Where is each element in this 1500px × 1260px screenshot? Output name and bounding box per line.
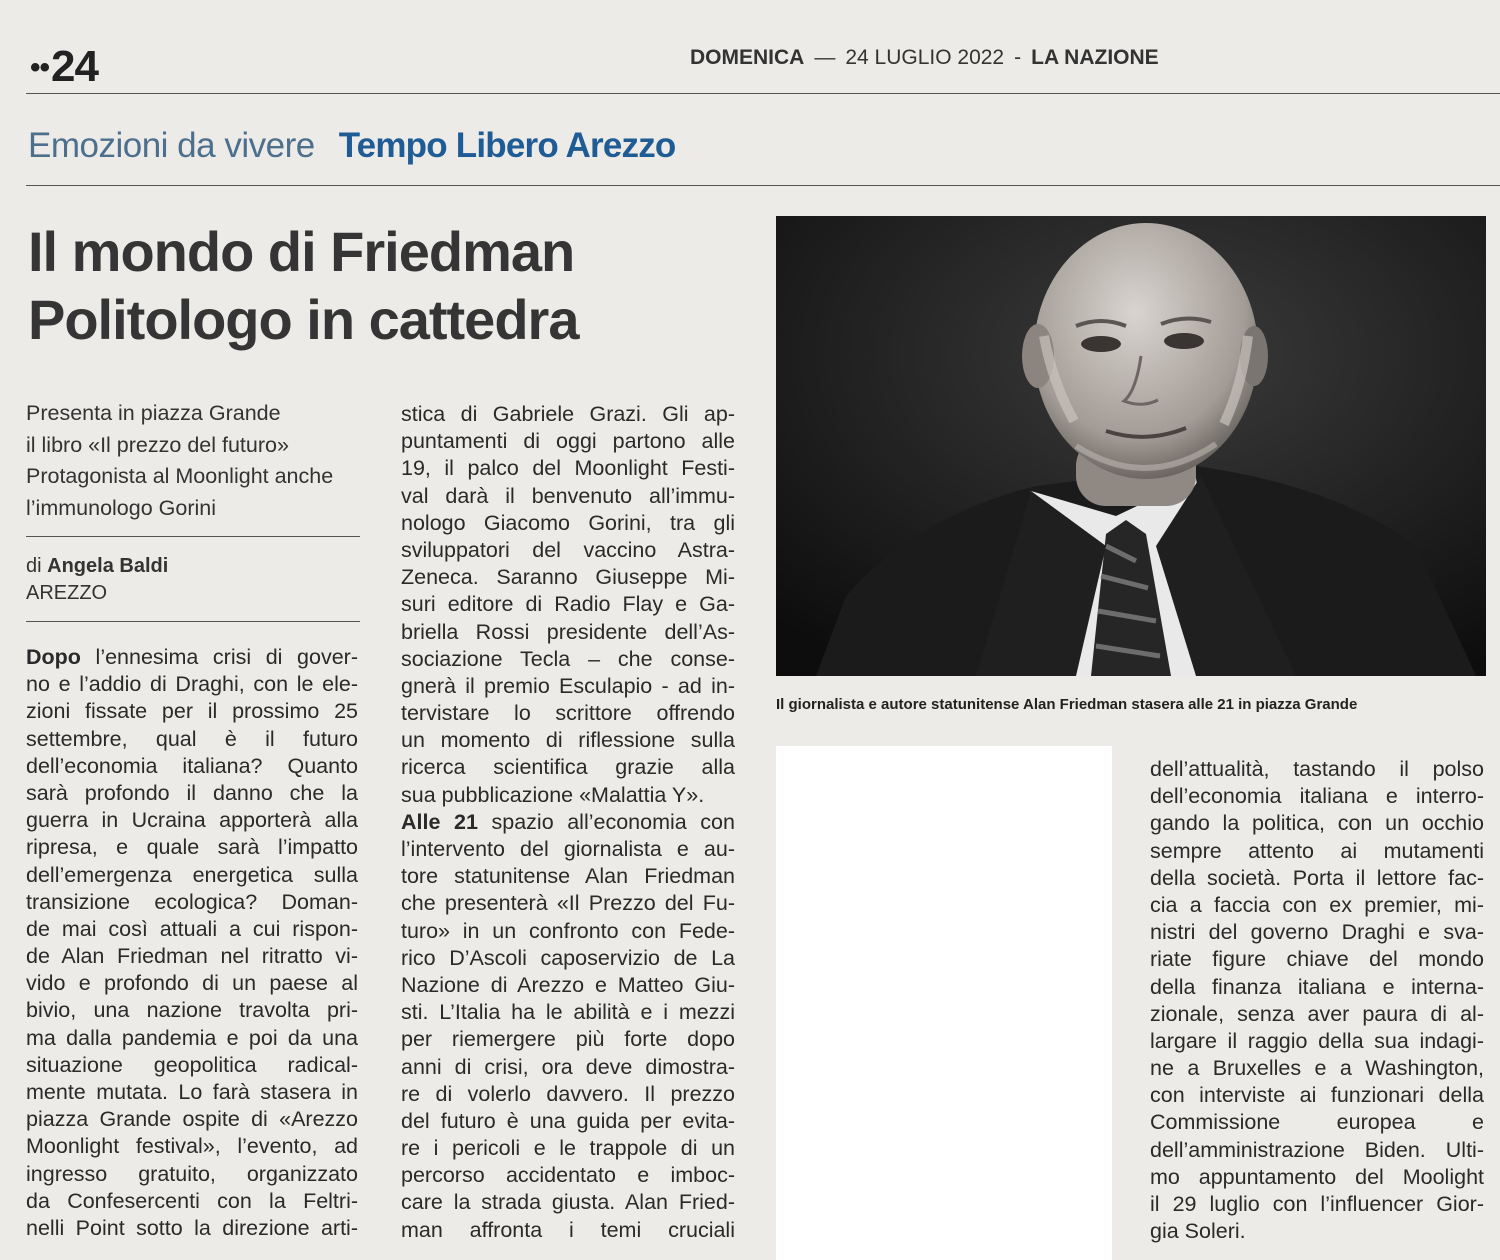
text-line: Alle 21 spazio all’economia con	[401, 809, 735, 834]
text-line: l’intervento del giornalista e au-	[401, 837, 735, 861]
text-line: rico D’Ascoli caposervizio de La	[401, 945, 735, 970]
text-line: gando la politica, con un occhio	[1150, 811, 1484, 836]
text-line: della società. Porta il lettore fac-	[1150, 865, 1484, 890]
dateline-date: 24 LUGLIO 2022	[845, 46, 1005, 69]
text-line: dell’attualità, tastando il polso	[1150, 757, 1484, 781]
text-line: puntamenti di oggi partono alle	[401, 429, 735, 454]
text-line: piazza Grande ospite di «Arezzo	[26, 1107, 358, 1132]
text-line: vido e profondo di un paese al	[26, 971, 358, 996]
text-line: un momento di riflessione sulla	[401, 728, 735, 753]
text-line: dell’amministrazione Biden. Ulti-	[1150, 1137, 1484, 1162]
text-line: cia a faccia con ex premier, mi-	[1150, 892, 1484, 917]
subhead-line: il libro «Il prezzo del futuro»	[26, 432, 289, 457]
article-photo	[776, 216, 1486, 676]
text-line: dell’economia italiana? Quanto	[26, 753, 358, 778]
text-line: Zeneca. Saranno Giuseppe Mi-	[401, 565, 735, 590]
text-line: dell’emergenza energetica sulla	[26, 862, 358, 887]
text-line: nistri del governo Draghi e sva-	[1150, 920, 1484, 945]
text-line: turo» in un confronto con Fede-	[401, 918, 735, 943]
text-line: re di volerlo davvero. Il prezzo	[401, 1081, 735, 1106]
text-line: anni di crisi, ora deve dimostra-	[401, 1054, 735, 1079]
author-name: Angela Baldi	[47, 555, 169, 577]
text-line: ingresso gratuito, organizzato	[26, 1161, 358, 1186]
header-rule	[26, 93, 1500, 94]
lead-word: Alle 21	[401, 809, 478, 834]
text-line: per riemergere più forte dopo	[401, 1027, 735, 1052]
text-line: mente mutata. Lo farà stasera in	[26, 1080, 358, 1104]
text-line: transizione ecologica? Doman-	[26, 889, 358, 914]
blank-area	[776, 746, 1112, 1260]
text-line: da Confesercenti con la Feltri-	[26, 1188, 358, 1213]
text-line: nologo Giacomo Gorini, tra gli	[401, 510, 735, 535]
subhead-line: Protagonista al Moonlight anche	[26, 464, 334, 488]
text-line: situazione geopolitica radical-	[26, 1052, 358, 1077]
text-line: sarà profondo il danno che la	[26, 780, 358, 805]
text-line: sempre attento ai mutamenti	[1150, 838, 1484, 863]
text-line: care la strada giusta. Alan Fried-	[401, 1190, 735, 1215]
text-line: tore statunitense Alan Friedman	[401, 864, 735, 889]
text-line: settembre, qual è il futuro	[26, 726, 358, 751]
text-line: sviluppatori del vaccino Astra-	[401, 537, 735, 562]
text-line: sti. L’Italia ha le abilità e i mezzi	[401, 1000, 735, 1025]
text-line: briella Rossi presidente dell’As-	[401, 619, 735, 644]
text-line: Commissione europea e	[1150, 1110, 1484, 1135]
text-line: ne a Bruxelles e a Washington,	[1150, 1056, 1484, 1081]
article-column-2	[401, 401, 735, 1244]
dateline-location: AREZZO	[26, 582, 108, 604]
subhead	[26, 398, 366, 524]
text-line: ma dalla pandemia e poi da una	[26, 1025, 358, 1050]
text-line: della finanza italiana e interna-	[1150, 974, 1484, 999]
text-line: stica di Gabriele Grazi. Gli ap-	[401, 402, 735, 426]
headline	[28, 218, 758, 354]
byline	[26, 553, 168, 607]
section-rule	[26, 185, 1500, 186]
text-line: Nazione di Arezzo e Matteo Giu-	[401, 972, 735, 997]
text-line: bivio, una nazione travolta pri-	[26, 998, 358, 1023]
text-line: con interviste ai funzionari della	[1150, 1083, 1484, 1108]
portrait-illustration	[776, 216, 1486, 676]
photo-caption: Il giornalista e autore statunitense Alan Friedman stasera alle 21 in piazza Grande	[776, 696, 1358, 713]
text-line: zioni fissate per il prossimo 25	[26, 699, 358, 724]
section-kicker: Emozioni da vivere	[28, 126, 315, 165]
text-line: tervistare lo scrittore offrendo	[401, 701, 735, 726]
headline-line-1: Il mondo di Friedman	[28, 220, 575, 283]
text-line: de Alan Friedman nel ritratto vi-	[26, 944, 358, 969]
subhead-line: l’immunologo Gorini	[26, 495, 216, 520]
text-line: guerra in Ucraina apporterà alla	[26, 808, 358, 833]
section-title: Tempo Libero Arezzo	[338, 126, 676, 165]
article-column-1	[26, 644, 358, 1242]
byline-prefix: di	[26, 555, 42, 577]
dateline-paper: LA NAZIONE	[1031, 46, 1159, 69]
text-line: suri editore di Radio Flay e Ga-	[401, 592, 735, 617]
text-line: percorso accidentato e imboc-	[401, 1163, 735, 1188]
text-line: ripresa, e quale sarà l’impatto	[26, 835, 358, 860]
text-line: zionale, senza aver paura di al-	[1150, 1001, 1484, 1026]
text-line: re i pericoli e le trappole di un	[401, 1136, 735, 1161]
text-line: sociazione Tecla – che conse-	[401, 646, 735, 671]
subhead-line: Presenta in piazza Grande	[26, 401, 281, 425]
text-line: ricerca scientifica grazie alla	[401, 755, 735, 780]
dateline: DOMENICA — 24 LUGLIO 2022 - LA NAZIONE	[690, 46, 1159, 69]
text-line: no e l’addio di Draghi, con le ele-	[26, 672, 358, 697]
text-line: gia Soleri.	[1150, 1219, 1246, 1244]
section-header	[28, 126, 675, 166]
headline-line-2: Politologo in cattedra	[28, 288, 579, 351]
byline-rule	[26, 621, 360, 622]
text-line: de mai così attuali a cui rispon-	[26, 916, 358, 941]
text-line: sua pubblicazione «Malattia Y».	[401, 782, 705, 807]
text-line: dell’economia italiana e interro-	[1150, 784, 1484, 809]
text-line: nelli Point sotto la direzione arti-	[26, 1215, 358, 1240]
text-line: val darà il benvenuto all’immu-	[401, 483, 735, 508]
page-number: ••24	[30, 42, 98, 91]
article-column-3	[1150, 756, 1484, 1245]
text-line: Moonlight festival», l’evento, ad	[26, 1134, 358, 1159]
text-line: il 29 luglio con l’influencer Gior-	[1150, 1192, 1484, 1216]
subhead-rule	[26, 536, 360, 537]
text-line: 19, il palco del Moonlight Festi-	[401, 456, 735, 481]
text-line: che presenterà «Il Prezzo del Fu-	[401, 891, 735, 916]
dateline-day: DOMENICA	[690, 46, 805, 69]
text-line: riate figure chiave del mondo	[1150, 947, 1484, 972]
text-line: gnerà il premio Esculapio - ad in-	[401, 673, 735, 698]
text-line: del futuro è una guida per evita-	[401, 1108, 735, 1133]
text-line: Dopo l’ennesima crisi di gover-	[26, 645, 358, 669]
text-line: mo appuntamento del Moolight	[1150, 1164, 1484, 1189]
text-line: largare il raggio della sua indagi-	[1150, 1028, 1484, 1053]
lead-word: Dopo	[26, 645, 81, 669]
text-line: man affronta i temi cruciali	[401, 1217, 735, 1242]
